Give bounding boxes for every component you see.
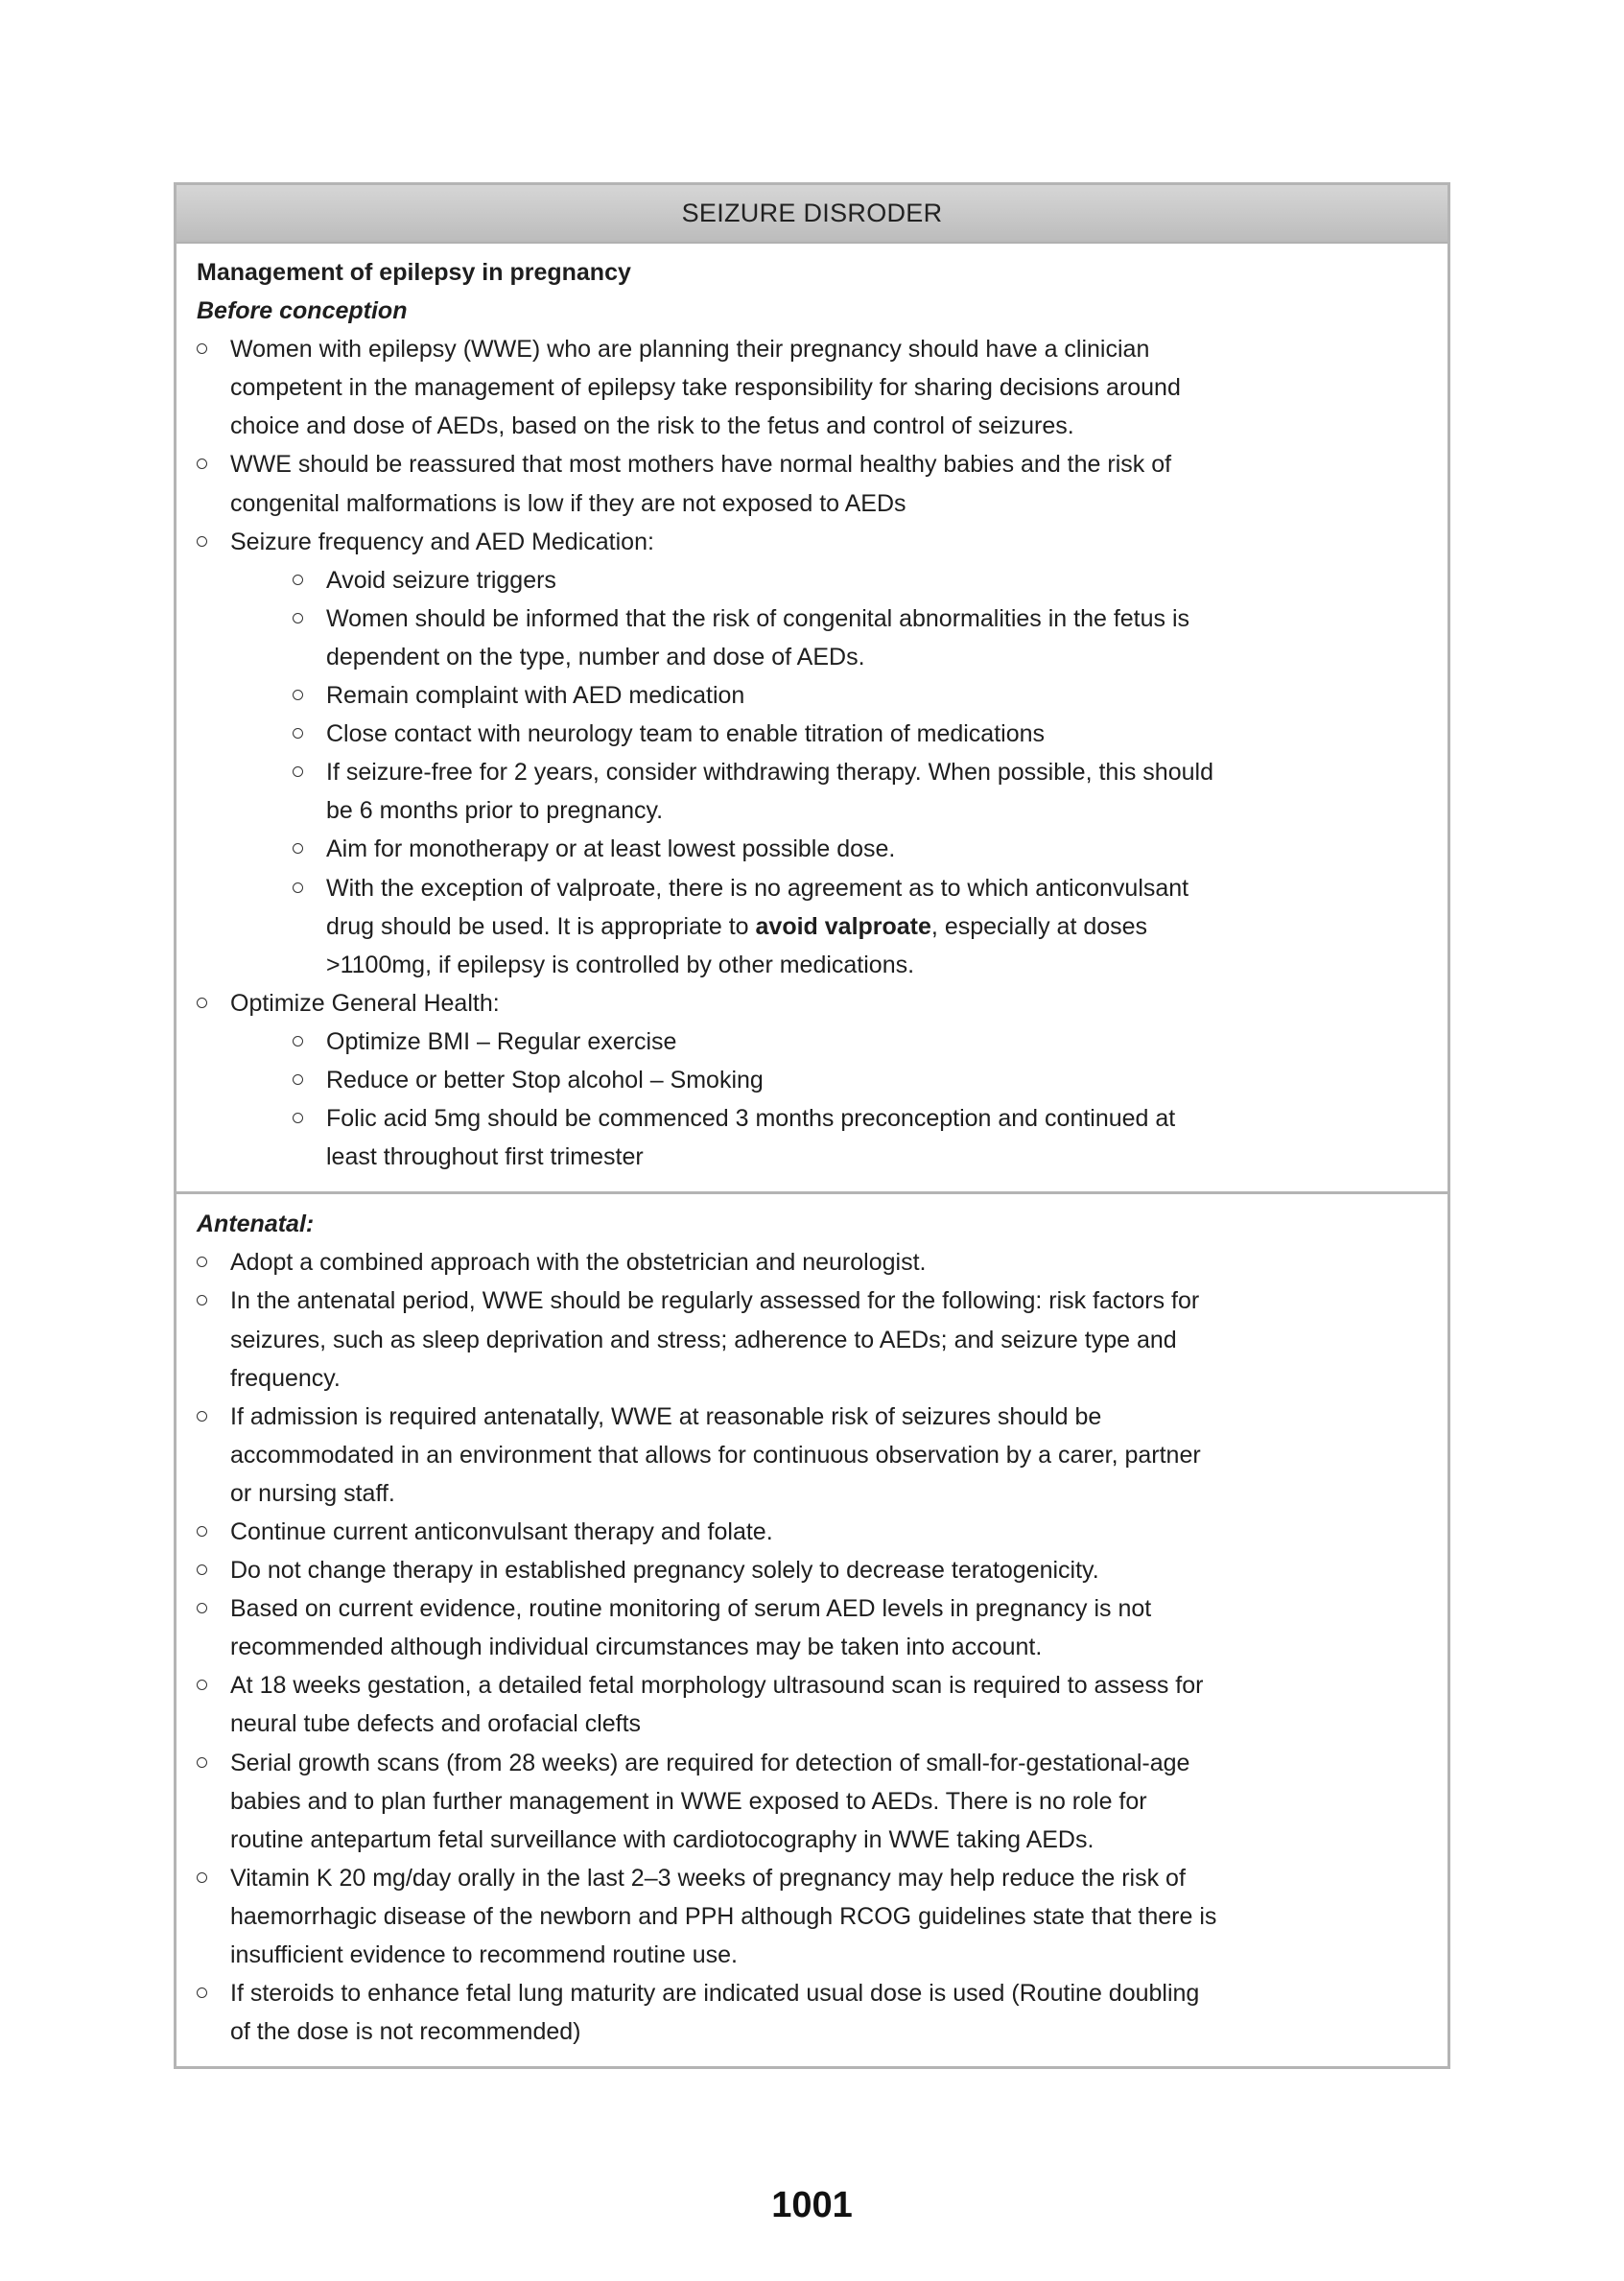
list-item-text: Continue current anticonvulsant therapy and folate. bbox=[230, 1518, 773, 1545]
list-item bbox=[177, 1589, 1447, 1666]
page-number: 1001 bbox=[771, 2185, 853, 2225]
list-item bbox=[177, 523, 1447, 561]
list-item bbox=[177, 1551, 1447, 1589]
sub-list-item bbox=[177, 676, 1447, 715]
list-item-text: Avoid seizure triggers bbox=[326, 566, 556, 594]
list-item-text: Women should be informed that the risk of congenital abnormalities in the fetus is bbox=[326, 604, 1190, 632]
list-item-text: , especially at doses bbox=[930, 912, 1148, 940]
list-item-text: of the dose is not recommended) bbox=[230, 2018, 581, 2046]
list-item-text: Reduce or better Stop alcohol – Smoking bbox=[326, 1066, 764, 1093]
sub-list-item bbox=[177, 869, 1447, 984]
list-item bbox=[177, 1513, 1447, 1551]
sub-list-item bbox=[177, 715, 1447, 753]
list-item bbox=[177, 1859, 1447, 1974]
sub-list-item bbox=[177, 753, 1447, 830]
hollow-circle-bullet-icon bbox=[293, 728, 303, 739]
sub-list-item bbox=[177, 1061, 1447, 1099]
hollow-circle-bullet-icon bbox=[197, 536, 207, 547]
list-item-text: Adopt a combined approach with the obstetrician and neurologist. bbox=[230, 1249, 927, 1277]
hollow-circle-bullet-icon bbox=[293, 843, 303, 854]
antenatal-section bbox=[177, 1191, 1447, 2066]
list-item bbox=[177, 330, 1447, 445]
hollow-circle-bullet-icon bbox=[197, 1295, 207, 1305]
list-item-text: Do not change therapy in established pregnancy solely to decrease teratogenicity. bbox=[230, 1557, 1099, 1585]
sub-list-item bbox=[177, 600, 1447, 676]
hollow-circle-bullet-icon bbox=[293, 882, 303, 893]
list-item bbox=[177, 445, 1447, 522]
sub-list-item bbox=[177, 1023, 1447, 1061]
list-item-text: If seizure-free for 2 years, consider withdrawing therapy. When possible, this should bbox=[326, 759, 1213, 787]
list-item-text: >1100mg, if epilepsy is controlled by other medications. bbox=[326, 951, 915, 978]
sub-list-item bbox=[177, 830, 1447, 868]
hollow-circle-bullet-icon bbox=[197, 1257, 207, 1267]
hollow-circle-bullet-icon bbox=[197, 1603, 207, 1613]
hollow-circle-bullet-icon bbox=[293, 613, 303, 623]
list-item-text: Based on current evidence, routine monitoring of serum AED levels in pregnancy is not bbox=[230, 1595, 1152, 1623]
section-subtitle-before-conception: Before conception bbox=[197, 297, 408, 325]
hollow-circle-bullet-icon bbox=[293, 690, 303, 700]
list-item-text: accommodated in an environment that allows for continuous observation by a carer, partner bbox=[230, 1441, 1201, 1469]
list-item-text: congenital malformations is low if they are not exposed to AEDs bbox=[230, 489, 906, 517]
list-item-text: haemorrhagic disease of the newborn and PPH although RCOG guidelines state that there is bbox=[230, 1902, 1217, 1930]
hollow-circle-bullet-icon bbox=[197, 1526, 207, 1537]
hollow-circle-bullet-icon bbox=[197, 1987, 207, 1998]
section-title: Management of epilepsy in pregnancy bbox=[197, 259, 631, 286]
list-item bbox=[177, 1974, 1447, 2051]
list-item bbox=[177, 1282, 1447, 1397]
list-item-text: be 6 months prior to pregnancy. bbox=[326, 797, 664, 825]
emphasis-text: avoid valproate bbox=[755, 912, 931, 940]
list-item-text: Seizure frequency and AED Medication: bbox=[230, 528, 654, 555]
list-item-text: Vitamin K 20 mg/day orally in the last 2–3 weeks of pregnancy may help reduce the risk of bbox=[230, 1864, 1186, 1892]
list-item bbox=[177, 1398, 1447, 1513]
list-item-text: drug should be used. It is appropriate to bbox=[326, 912, 756, 940]
hollow-circle-bullet-icon bbox=[293, 1074, 303, 1085]
hollow-circle-bullet-icon bbox=[197, 1680, 207, 1690]
list-item-text: In the antenatal period, WWE should be regularly assessed for the following: risk factors for bbox=[230, 1287, 1200, 1315]
hollow-circle-bullet-icon bbox=[197, 1564, 207, 1575]
list-item bbox=[177, 1744, 1447, 1859]
hollow-circle-bullet-icon bbox=[197, 1411, 207, 1422]
sub-list-item bbox=[177, 1099, 1447, 1176]
list-item-text: routine antepartum fetal surveillance with cardiotocography in WWE taking AEDs. bbox=[230, 1825, 1094, 1853]
seizure-disorder-card bbox=[174, 182, 1450, 2069]
list-item-text: neural tube defects and orofacial clefts bbox=[230, 1710, 642, 1738]
hollow-circle-bullet-icon bbox=[197, 1872, 207, 1883]
section-subtitle-antenatal: Antenatal: bbox=[197, 1211, 315, 1238]
list-item-text: If admission is required antenatally, WWE at reasonable risk of seizures should be bbox=[230, 1402, 1102, 1430]
hollow-circle-bullet-icon bbox=[197, 998, 207, 1008]
list-item-text: If steroids to enhance fetal lung maturity are indicated usual dose is used (Routine doubling bbox=[230, 1980, 1200, 2008]
list-item-text: Close contact with neurology team to enable titration of medications bbox=[326, 720, 1046, 748]
list-item-text: least throughout first trimester bbox=[326, 1143, 644, 1171]
hollow-circle-bullet-icon bbox=[197, 459, 207, 469]
list-item bbox=[177, 1666, 1447, 1743]
before-conception-section bbox=[177, 244, 1447, 1191]
hollow-circle-bullet-icon bbox=[197, 343, 207, 354]
list-item-text: Optimize BMI – Regular exercise bbox=[326, 1027, 677, 1055]
list-item-text: dependent on the type, number and dose of AEDs. bbox=[326, 643, 865, 670]
list-item bbox=[177, 1243, 1447, 1282]
sub-list-item bbox=[177, 561, 1447, 600]
list-item-text: Aim for monotherapy or at least lowest possible dose. bbox=[326, 835, 896, 863]
list-item-text: With the exception of valproate, there is no agreement as to which anticonvulsant bbox=[326, 874, 1189, 902]
hollow-circle-bullet-icon bbox=[293, 766, 303, 777]
list-item-text: frequency. bbox=[230, 1364, 341, 1392]
list-item-text: Optimize General Health: bbox=[230, 989, 500, 1017]
list-item-text: Serial growth scans (from 28 weeks) are required for detection of small-for-gestational-age bbox=[230, 1749, 1190, 1776]
list-item-text: Remain complaint with AED medication bbox=[326, 682, 745, 710]
list-item-text: seizures, such as sleep deprivation and stress; adherence to AEDs; and seizure type and bbox=[230, 1326, 1177, 1353]
list-item-text: insufficient evidence to recommend routine use. bbox=[230, 1941, 739, 1969]
list-item-text: At 18 weeks gestation, a detailed fetal morphology ultrasound scan is required to assess for bbox=[230, 1672, 1204, 1700]
list-item-text: or nursing staff. bbox=[230, 1479, 395, 1507]
hollow-circle-bullet-icon bbox=[293, 1036, 303, 1046]
list-item-text: recommended although individual circumstances may be taken into account. bbox=[230, 1634, 1043, 1661]
hollow-circle-bullet-icon bbox=[293, 1113, 303, 1123]
hollow-circle-bullet-icon bbox=[293, 575, 303, 585]
hollow-circle-bullet-icon bbox=[197, 1757, 207, 1768]
list-item-text: Folic acid 5mg should be commenced 3 months preconception and continued at bbox=[326, 1105, 1176, 1133]
card-header-title: SEIZURE DISRODER bbox=[177, 185, 1447, 244]
list-item-text: babies and to plan further management in WWE exposed to AEDs. There is no role for bbox=[230, 1787, 1147, 1815]
list-item bbox=[177, 984, 1447, 1023]
list-item-text: WWE should be reassured that most mothers have normal healthy babies and the risk of bbox=[230, 451, 1172, 479]
list-item-text: choice and dose of AEDs, based on the risk to the fetus and control of seizures. bbox=[230, 412, 1074, 440]
list-item-text: competent in the management of epilepsy take responsibility for sharing decisions around bbox=[230, 374, 1181, 402]
list-item-text: Women with epilepsy (WWE) who are planning their pregnancy should have a clinician bbox=[230, 336, 1150, 364]
